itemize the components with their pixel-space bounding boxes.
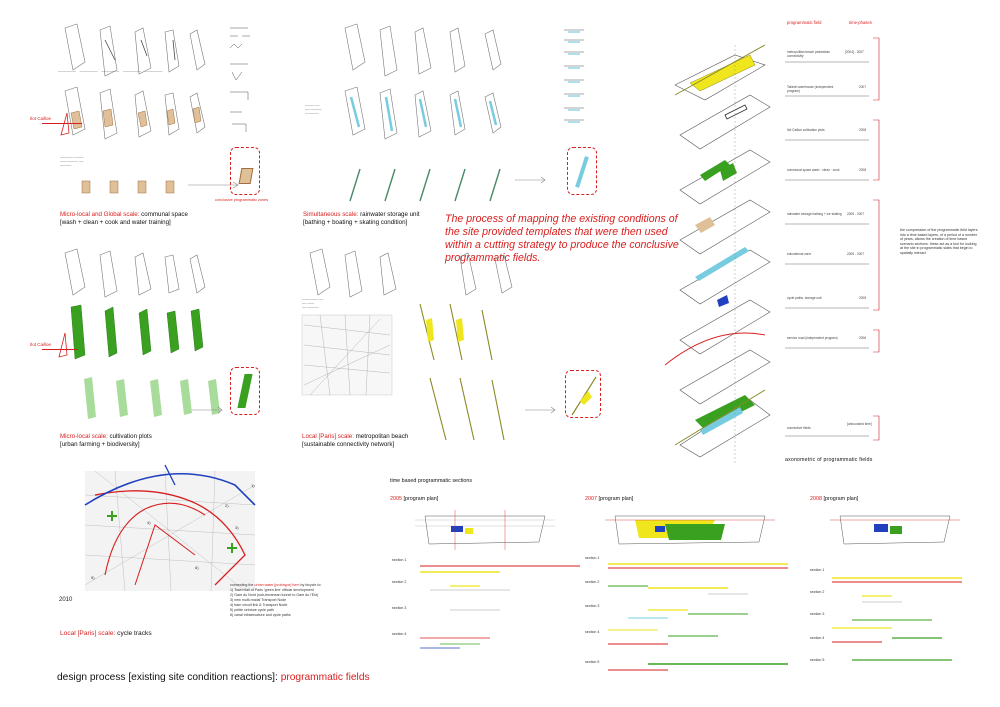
col-field-header: programmatic field (787, 20, 822, 25)
caption-title: metropolitan beach (353, 433, 409, 440)
legend-text: ──── ── ── ───── ────── (305, 103, 322, 115)
row-time-7: 2005 (859, 296, 867, 300)
row-time-4: 2008 (859, 168, 867, 172)
row-label-7: cycle paths· storage unit (787, 296, 822, 300)
connection-heading: connecting the urban water [prototype] form by bicycle to: (230, 583, 322, 587)
panel-caption (303, 211, 420, 227)
footer-prefix: design process [existing site condition reactions]: (57, 672, 281, 683)
caption-sub: [urban farming + biodiversity] (60, 441, 140, 448)
annotation-text: ────── ──── ──────── ── ───── (60, 155, 84, 167)
site-sketch-row-1 (55, 245, 215, 305)
plan-title-2005: 2005 [program plan] (390, 496, 439, 502)
row-label-9: connective fields (787, 426, 811, 430)
connection-item: 6) canal infrastructure and cycle paths (230, 613, 291, 617)
time-brackets (873, 20, 893, 450)
caption-title: cultivation plots (107, 433, 152, 440)
site-sketch-row-1 (300, 245, 540, 305)
connection-list (230, 583, 370, 618)
site-sketch-green (55, 303, 225, 373)
row-time-3: 2008 (859, 128, 867, 132)
row-label-4: communal space wash · clean · cook (787, 168, 840, 172)
row-label-1: metropolitan beach pedestrian connectivity (787, 50, 830, 58)
row-time-6: 2005 - 2007 (847, 252, 865, 256)
row-label-2: Tafanel warehouse (independent program) (787, 85, 834, 93)
footer-title (57, 672, 370, 683)
col-time-header: time-phases (849, 20, 872, 25)
row-label-5: rainwater storage bathing + ice skating (787, 212, 842, 216)
map-marker-3: 3) (235, 525, 239, 530)
panel-cycle-tracks (55, 465, 355, 645)
arrow (515, 175, 555, 185)
axonometric-layers (655, 25, 775, 475)
zone-caption: conclusive programmatic zones (215, 198, 269, 202)
section-label: section 4 (585, 630, 600, 634)
map-marker-1: 1) (251, 483, 255, 488)
panel-caption (60, 433, 152, 449)
connection-item: 1) Town Hall of Paris 'green line' official development (230, 588, 314, 592)
site-sketch-cyan (335, 83, 535, 153)
caption-scale: Local [Paris] scale: (60, 630, 116, 637)
footer-highlight: programmatic fields (280, 672, 370, 683)
map-marker-5: 5) (91, 575, 95, 580)
row-time-1: [2004] - 2007 (845, 50, 864, 54)
conclusive-zone-box (230, 147, 260, 195)
panel-rainwater-storage (295, 15, 615, 230)
section-label: section 1 (392, 558, 407, 562)
row-label-3: Ilot Cailloe cultivation plots (787, 128, 825, 132)
section-label: section 4 (392, 632, 407, 636)
legend-glyphs (228, 20, 268, 140)
water-profile-legend (560, 20, 610, 130)
light-green-row (70, 373, 230, 433)
section-label: section 3 (392, 606, 407, 610)
map-marker-2: 2) (225, 503, 229, 508)
plan-2005 (415, 510, 555, 550)
section-label: section 2 (392, 580, 407, 584)
caption-sub: [wash + clean + cook and water training] (60, 219, 171, 226)
section-label: section 3 (810, 612, 825, 616)
plan-2008 (830, 510, 960, 550)
row-time-8: 2006 (859, 336, 867, 340)
section-label: section 5 (585, 660, 600, 664)
arrow (192, 405, 232, 415)
row-time-5: 2005 - 2007 (847, 212, 865, 216)
conclusive-zone-box (565, 370, 601, 418)
city-map (300, 305, 400, 405)
caption-scale: Micro-local scale: (60, 433, 108, 440)
site-sketch-row-2 (55, 83, 215, 153)
connection-item: 4) tram circuit link & Transport Node (230, 603, 288, 607)
cutout-row (80, 175, 200, 205)
caption-sub: [bathing + boating + skating condition] (303, 219, 408, 226)
sections-area (360, 470, 960, 685)
connection-item: 3) new multi-modal Transport Node (230, 598, 287, 602)
beach-sketches (410, 300, 530, 450)
row-label-8: service road (independent program) (787, 336, 838, 340)
site-sketch-row-1 (335, 20, 535, 90)
panel-metropolitan-beach (300, 245, 620, 460)
caption-scale: Micro-local and Global scale: (60, 211, 140, 218)
connection-item: 2) Gare du Nord (sub-terranean tunnel to Gare du l'Est) (230, 593, 319, 597)
sections-title: time based programmatic sections (390, 478, 473, 484)
section-label: section 1 (585, 556, 600, 560)
section-label: section 2 (810, 590, 825, 594)
sections-2007 (608, 560, 798, 690)
connection-item: 5) petite ceinture cycle path (230, 608, 274, 612)
caption-title: communal space (139, 211, 188, 218)
section-label: section 2 (585, 580, 600, 584)
cycle-map (85, 465, 265, 595)
green-lines-row (335, 165, 535, 205)
caption-sub: [sustainable connectivity network] (302, 441, 395, 448)
section-label: section 5 (810, 658, 825, 662)
map-year: 2010 (59, 597, 73, 603)
site-sketch-row-1 (55, 20, 215, 90)
site-label-leader (42, 349, 78, 350)
axonometric-note: the compression of the programmatic field layers into a time based layers, of a period of a number of years, allows the creation of time based scenario sections. these act as a tool for looking at the site in programmatic slabs that begin to spatially interact (900, 228, 978, 255)
section-label: section 4 (810, 636, 825, 640)
axonometric-stack (655, 25, 775, 475)
sections-2005 (420, 560, 600, 670)
caption-scale: Simultaneous scale: (303, 211, 359, 218)
conclusive-zone-box (567, 147, 597, 195)
caption-title: cycle tracks (115, 630, 152, 637)
panel-communal-space (30, 15, 290, 230)
map-legend: ─────── ── ── ─── ── ───── (302, 297, 324, 309)
panel-caption (302, 433, 408, 449)
caption-scale: Local [Paris] scale: (302, 433, 354, 440)
axonometric-title: axonometric of programmatic fields (785, 457, 873, 463)
plan-2007 (605, 510, 775, 550)
site-label-leader (42, 123, 82, 124)
caption-title: rainwater storage unit (358, 211, 420, 218)
panel-caption (60, 211, 188, 227)
section-label: section 3 (585, 604, 600, 608)
site-label: Ilot Cailloe (30, 342, 52, 347)
sections-2008 (832, 570, 972, 690)
process-statement: The process of mapping the existing conditions of the site provided templates that were then used within a cutting strategy to produce the conclusive programmatic fields. (445, 213, 679, 264)
arrow (525, 405, 565, 415)
row-time-9: [unbounded time] (847, 422, 872, 426)
axonometric-table (785, 20, 885, 450)
row-label-6: educational zone (787, 252, 812, 256)
panel-caption (60, 630, 152, 638)
row-dividers (785, 20, 875, 450)
plan-title-2007: 2007 [program plan] (585, 496, 634, 502)
section-label: section 1 (810, 568, 825, 572)
row-labels: ──────── ──────── ──────── ──────── ──────── (58, 69, 163, 73)
panel-cultivation-plots (30, 245, 290, 460)
map-marker-4: 4) (147, 520, 151, 525)
site-label: Ilot Cailloe (30, 116, 52, 121)
map-marker-6: 6) (195, 565, 199, 570)
conclusive-zone-box (230, 367, 260, 415)
plan-title-2008: 2008 [program plan] (810, 496, 859, 502)
row-time-2: 2007 (859, 85, 867, 89)
